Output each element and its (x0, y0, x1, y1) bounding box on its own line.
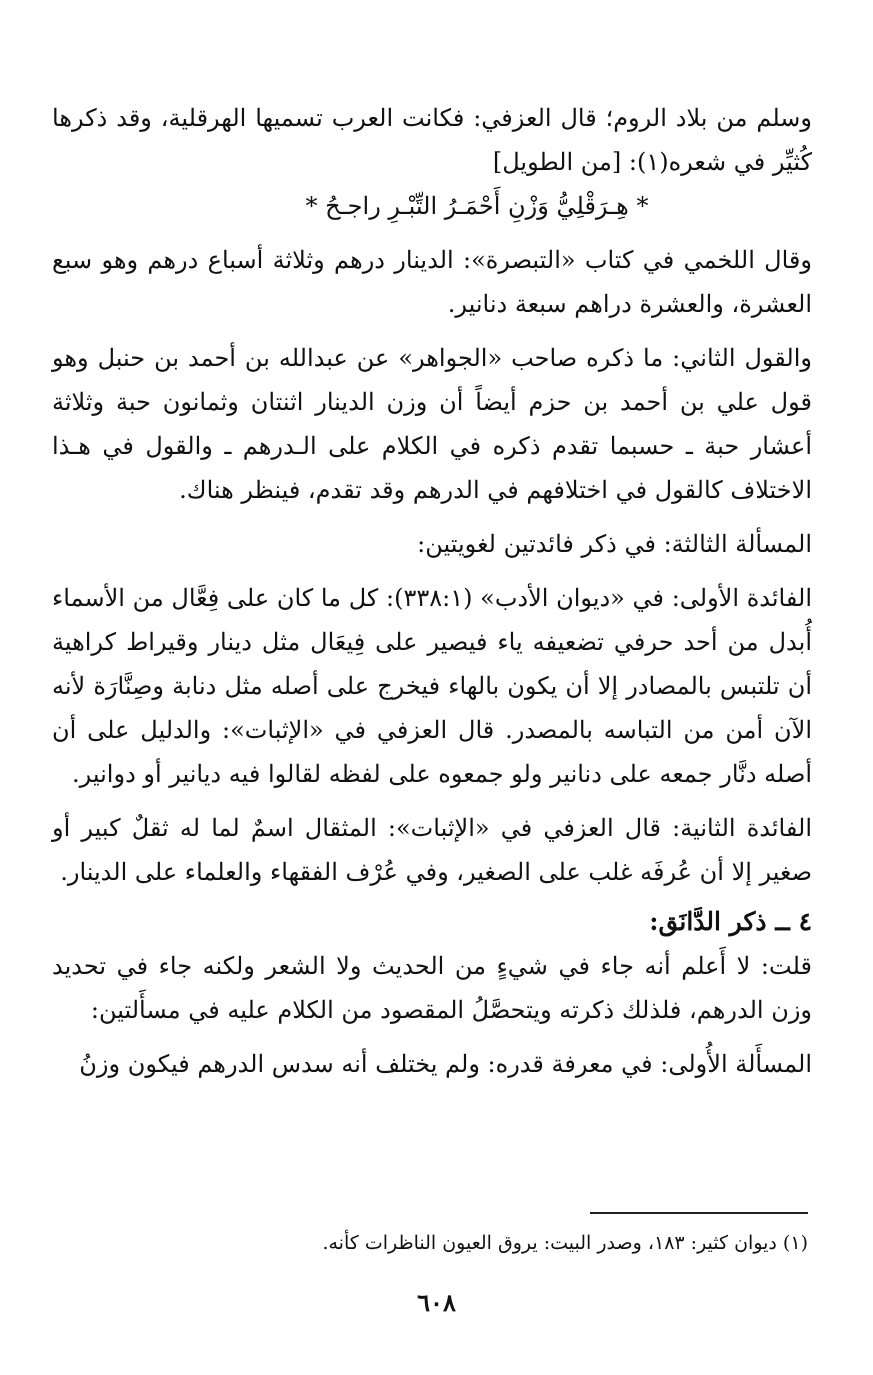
opening-paragraph: وسلم من بلاد الروم؛ قال العزفي: فكانت العرب تسميها الهرقلية، وقد ذكرها كُثيِّر في شعره(١): [من الطويل] (52, 104, 812, 176)
paragraph-danaq: قلت: لا أَعلم أنه جاء في شيءٍ من الحديث ولا الشعر ولكنه جاء في تحديد وزن الدرهم، فلذلك ذكرته ويتحصَّلُ المقصود من الكلام عليه في مسأَلتين: (52, 952, 812, 1024)
paragraph-first-issue: المسأَلة الأُولى: في معرفة قدره: ولم يختلف أنه سدس الدرهم فيكون وزنُ (79, 1050, 812, 1078)
paragraph-second-opinion: والقول الثاني: ما ذكره صاحب «الجواهر» عن عبدالله بن أحمد بن حنبل وهو قول علي بن أحمد بن حزم أيضاً أن وزن الدينار اثنتان وثمانون حبة وثلاثة أعشار حبة ـ حسبما تقدم ذكره في الكلام على الـدرهم ـ والقول في هـذا الاختلاف كالقول في اختلافهم في الدرهم وقد تقدم، فينظر هناك. (52, 344, 812, 504)
page-body (52, 96, 812, 1086)
page-number: ٦٠٨ (417, 1288, 456, 1317)
footnote: (١) ديوان كثير: ١٨٣، وصدر البيت: يروق العيون الناظرات كأنه. (322, 1232, 808, 1254)
footnote-divider (590, 1212, 808, 1214)
paragraph-first-benefit: الفائدة الأولى: في «ديوان الأدب» (٣٣٨:١): كل ما كان على فِعَّال من الأسماء أُبدل من أحد حرفي تضعيفه ياء فيصير على فِيعَال مثل دينار وقيراط كراهية أن تلتبس بالمصادر إلا أن يكون بالهاء فيخرج على أصله مثل دنابة وصِنَّارَة لأنه الآن أمن من التباسه بالمصدر. قال العزفي في «الإثبات»: والدليل على أن أصله دنَّار جمعه على دنانير ولو جمعوه على لفظه لقالوا فيه ديانير أو دوانير. (52, 584, 812, 788)
paragraph-third-issue: المسألة الثالثة: في ذكر فائدتين لغويتين: (417, 530, 812, 558)
section-heading: ٤ ــ ذكر الدَّانَق: (649, 907, 812, 936)
paragraph-lakhmi: وقال اللخمي في كتاب «التبصرة»: الدينار درهم وثلاثة أسباع درهم وهو سبع العشرة، والعشرة دراهم سبعة دنانير. (52, 246, 812, 318)
paragraph-second-benefit: الفائدة الثانية: قال العزفي في «الإثبات»: المثقال اسمٌ لما له ثقلٌ كبير أو صغير إلا أن عُرفَه غلب على الصغير، وفي عُرْف الفقهاء والعلماء على الدينار. (52, 814, 812, 886)
poetry-verse: * هِـرَقْلِيُّ وَزْنِ أَحْمَـرُ التِّبْـرِ راجـحُ * (305, 192, 649, 220)
